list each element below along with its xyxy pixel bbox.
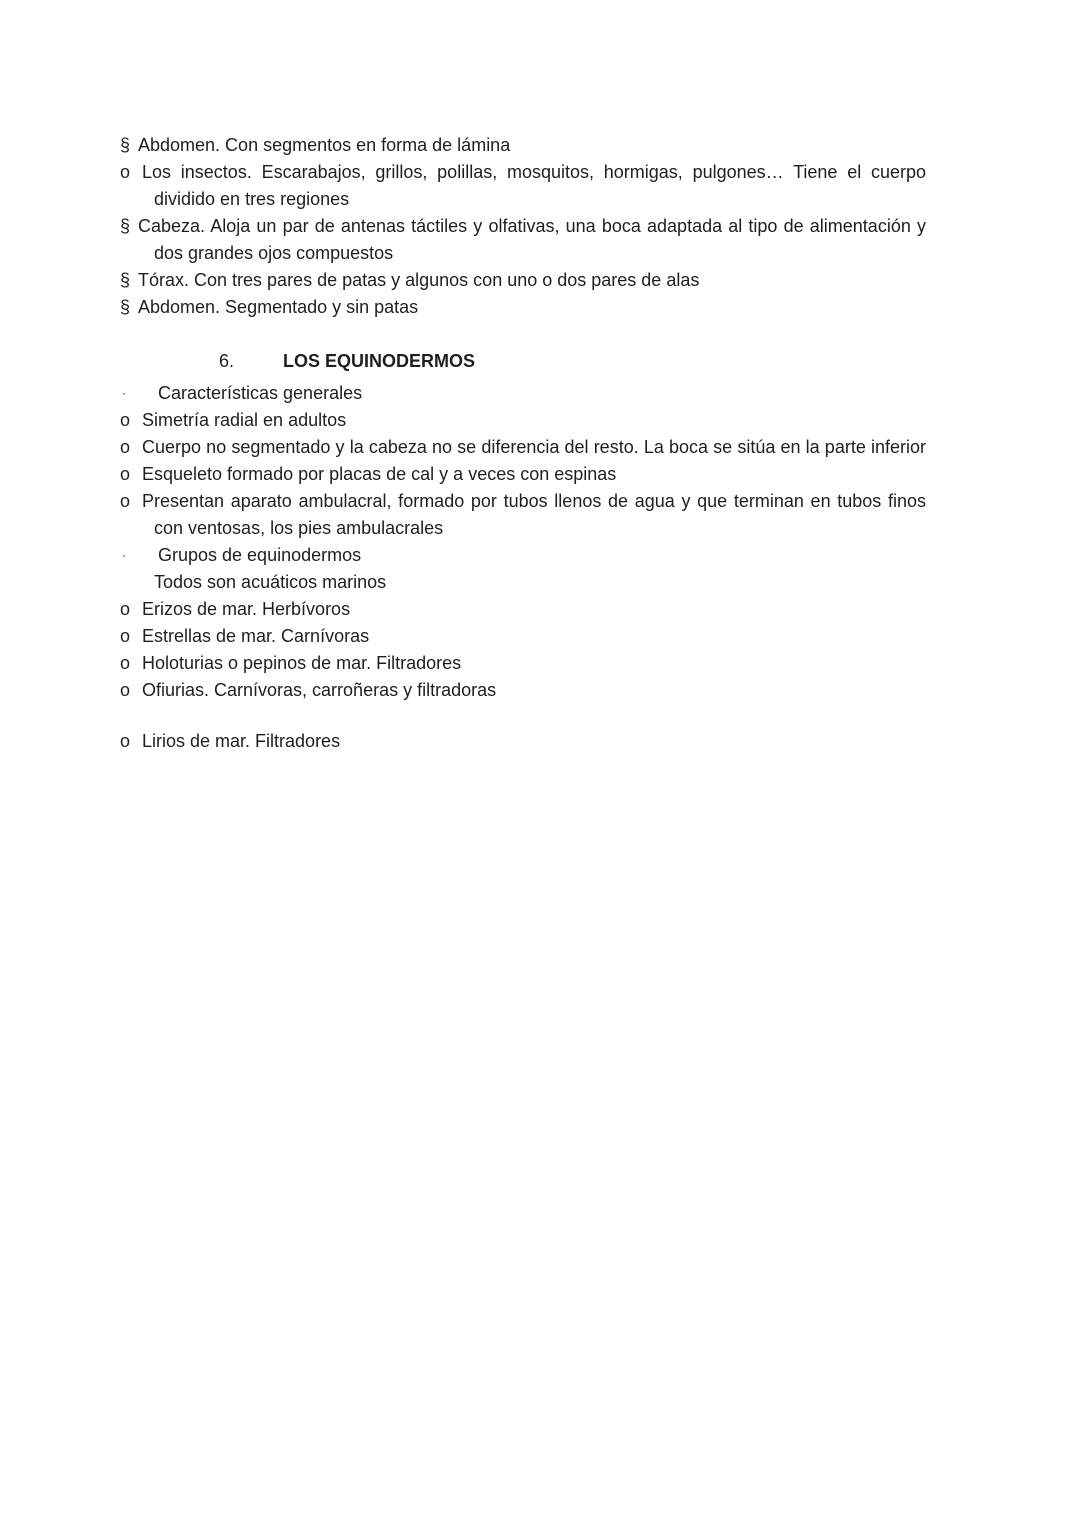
list-item-text: Cuerpo no segmentado y la cabeza no se diferencia del resto. La boca se sitúa en la parte inferior	[142, 437, 926, 457]
list-item-text: Abdomen. Con segmentos en forma de lámina	[138, 135, 511, 155]
list-item-text: Todos son acuáticos marinos	[154, 572, 387, 592]
dot-bullet: ·	[122, 548, 126, 562]
list-item-text: Tórax. Con tres pares de patas y algunos con uno o dos pares de alas	[138, 270, 700, 290]
circle-bullet: o	[120, 491, 131, 511]
list-item-text: Presentan aparato ambulacral, formado por tubos llenos de agua y que terminan en tubos finos	[142, 491, 926, 511]
list-item-text: Características generales	[158, 383, 363, 403]
list-item-text: Holoturias o pepinos de mar. Filtradores	[142, 653, 462, 673]
dot-bullet: ·	[122, 386, 126, 400]
circle-bullet: o	[120, 162, 131, 182]
section-mark-bullet: §	[120, 270, 131, 290]
list-item-continuation	[154, 515, 926, 542]
section-mark-bullet: §	[120, 135, 131, 155]
section-number: 6.	[219, 351, 235, 371]
list-item-text: Ofiurias. Carnívoras, carroñeras y filtradoras	[142, 680, 497, 700]
list-item-text: Grupos de equinodermos	[158, 545, 362, 565]
circle-bullet: o	[120, 731, 131, 751]
list-item-text: dos grandes ojos compuestos	[154, 243, 394, 263]
list-item-text: Estrellas de mar. Carnívoras	[142, 626, 370, 646]
circle-bullet: o	[120, 626, 131, 646]
circle-bullet: o	[120, 599, 131, 619]
list-item-text: Erizos de mar. Herbívoros	[142, 599, 351, 619]
list-item-text: Lirios de mar. Filtradores	[142, 731, 341, 751]
section-mark-bullet: §	[120, 216, 131, 236]
list-item-text: Simetría radial en adultos	[142, 410, 347, 430]
section-title: LOS EQUINODERMOS	[283, 351, 476, 371]
list-item-text: con ventosas, los pies ambulacrales	[154, 518, 444, 538]
list-item-continuation	[154, 240, 926, 267]
list-item-text: Los insectos. Escarabajos, grillos, polillas, mosquitos, hormigas, pulgones… Tiene el cuerpo	[142, 162, 926, 182]
circle-bullet: o	[120, 464, 131, 484]
list-item-text: Cabeza. Aloja un par de antenas táctiles y olfativas, una boca adaptada al tipo de alimentación y	[138, 216, 926, 236]
circle-bullet: o	[120, 437, 131, 457]
circle-bullet: o	[120, 410, 131, 430]
circle-bullet: o	[120, 653, 131, 673]
circle-bullet: o	[120, 680, 131, 700]
list-item-text: Abdomen. Segmentado y sin patas	[138, 297, 419, 317]
list-item-text: dividido en tres regiones	[154, 189, 350, 209]
section-mark-bullet: §	[120, 297, 131, 317]
list-item-continuation	[154, 186, 926, 213]
list-item-continuation	[154, 569, 926, 596]
list-item-text: Esqueleto formado por placas de cal y a veces con espinas	[142, 464, 617, 484]
